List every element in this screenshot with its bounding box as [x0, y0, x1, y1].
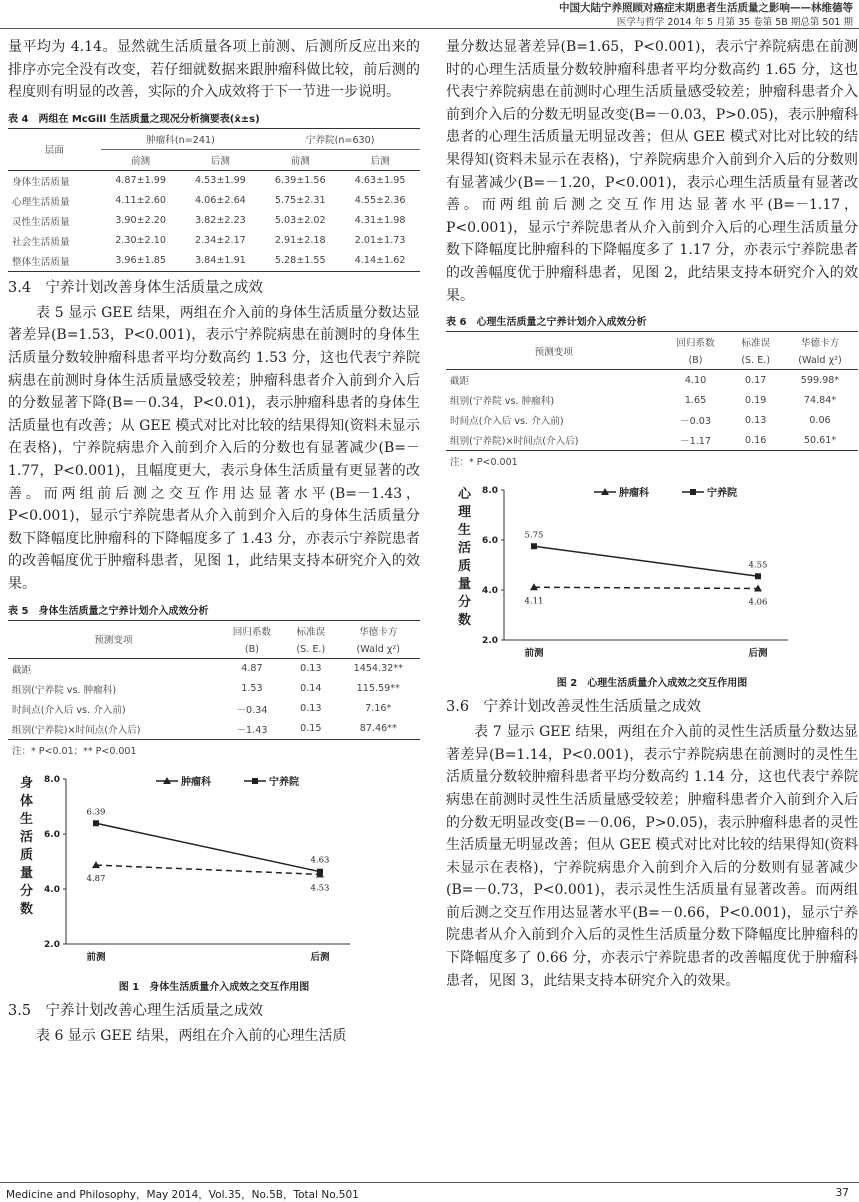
table-cell: 0.19 [745, 394, 767, 406]
table-cell: 4.55±2.36 [354, 195, 406, 207]
table-cell: 时间点(介入后 vs. 介入前) [450, 416, 564, 428]
table-row [8, 658, 420, 679]
table-row [446, 370, 858, 391]
table4-header-group1: 肿瘤科(n=241) [101, 128, 261, 149]
table-cell: 4.87 [241, 663, 263, 674]
y-axis-label-char: 数 [20, 901, 34, 917]
table-row [446, 390, 858, 410]
table-cell: 5.28±1.55 [274, 255, 326, 267]
table-cell: 4.14±1.62 [354, 255, 406, 267]
table6 [446, 331, 858, 451]
table-cell: 4.10 [684, 374, 707, 386]
table-cell: 4.87±1.99 [115, 175, 166, 187]
table-cell: 5.03±2.02 [274, 215, 326, 227]
table4-header-post: 后测 [210, 155, 230, 167]
y-tick-label: 6.0 [482, 536, 498, 547]
y-axis-label-char: 活 [20, 829, 34, 845]
table5-header-var: 预测变项 [8, 620, 219, 658]
table-row [8, 191, 420, 211]
table6-header-se-sub: (S. E.) [741, 355, 771, 367]
right-column [446, 36, 858, 992]
table4-header-pre: 前测 [130, 155, 151, 167]
section-3-5-heading: 3.5 宁养计划改善心理生活质量之成效 [8, 1002, 264, 1019]
table6-header-se: 标准误 [741, 338, 771, 350]
footer-rule [0, 1182, 859, 1183]
table5-header-se-sub: (S. E.) [296, 643, 326, 655]
figure-1-caption: 图 1 身体生活质量介入成效之交互作用图 [118, 981, 310, 993]
data-label: 4.63 [310, 855, 330, 866]
table-cell: －1.43 [236, 724, 268, 736]
intro-paragraph: 量平均为 4.14。显然就生活质量各项上前测、后测所反应出来的排序亦完全没有改变，若仔细就数据来跟肿瘤科做比较，前后测的程度则有明显的改善，实际的介入成效将于下一节进一步说明。 [8, 39, 420, 101]
section-3-5-paragraph-cont: 量分数达显著差异(B=1.65，P<0.001)，表示宁养院病患在前测时的心理生活质量分数较肿瘤科患者平均分数高约 1.65 分，这也代表宁养院病患在前测时心理生活质量感受较差；肿瘤科患者介入前到介入后的分数无明显改变(B=－0.03，P>0.05)，表示肿瘤科患者的心理生活质量无明显改善；但从 GEE 模式对比对比较的结果得知(资料未显示在表格)，宁养院病患介入前到介入后的分数则有显著减少(B=－1.20，P<0.001)，表示心理生活质量有显著改善。而两组前后测之交互作用达显著水平(B=－1.17，P<0.001)，显示宁养院患者从介入前到介入后的心理生活质量分数下降幅度比肿瘤科的下降幅度多了 1.17 分，亦表示宁养院患者的改善幅度优于肿瘤科患者，见图 2，此结果支持本研究介入的效果。 [446, 39, 858, 304]
table-row [446, 430, 858, 451]
issue-info: 医学与哲学 2014 年 5 月第 35 卷第 5B 期总第 501 期 [616, 17, 853, 28]
table-cell: 社会生活质量 [12, 236, 70, 248]
data-label: 4.55 [748, 560, 768, 571]
table-cell: 3.82±2.23 [195, 215, 246, 227]
y-tick-label: 2.0 [482, 636, 498, 647]
x-tick-label: 后测 [748, 648, 768, 660]
table-cell: 1.65 [684, 394, 707, 406]
data-point-square [93, 820, 99, 826]
table-cell: 6.39±1.56 [274, 175, 326, 187]
series-line [96, 865, 320, 874]
legend-label: 宁养院 [707, 488, 737, 500]
table-cell: －0.34 [236, 704, 268, 716]
table-cell: 4.31±1.98 [354, 215, 406, 227]
table-cell: 87.46** [359, 723, 397, 734]
running-header [0, 0, 859, 32]
table-cell: 0.17 [745, 374, 767, 386]
series-line [534, 546, 758, 576]
table-cell: 4.06±2.64 [195, 195, 246, 207]
section-3-4-heading: 3.4 宁养计划改善身体生活质量之成效 [8, 279, 264, 296]
y-axis-label-char: 生 [20, 811, 34, 827]
table6-note: 注：* P<0.001 [450, 457, 518, 469]
table5-header-wald-sub: (Wald χ²) [356, 643, 400, 655]
data-point-square [755, 573, 761, 579]
table-cell: 4.11±2.60 [115, 195, 166, 207]
table-cell: 5.75±2.31 [274, 195, 326, 207]
legend-label: 肿瘤科 [181, 776, 211, 788]
table4-header-layer: 层面 [8, 128, 101, 170]
y-tick-label: 8.0 [482, 486, 498, 497]
table-row [446, 410, 858, 430]
y-axis-label-char: 量 [458, 577, 472, 593]
legend-label: 肿瘤科 [619, 488, 649, 500]
footer-journal: Medicine and Philosophy，May 2014，Vol.35，No.5B，Total No.501 [6, 1189, 359, 1201]
table6-header-b: 回归系数 [676, 338, 715, 350]
section-3-6-paragraph: 表 7 显示 GEE 结果，两组在介入前的灵性生活质量分数达显著差异(B=1.14，P<0.001)，表示宁养院病患在前测时的灵性生活质量分数较肿瘤科患者平均分数高约 1.14 分，这也代表宁养院病患在前测时灵性生活质量感受较差；肿瘤科患者介入前到介入后的分数无明显改变(B=－0.06，P>0.05)，表示肿瘤科患者的灵性生活质量无明显改善；但从 GEE 模式对比对比较的结果得知(资料未显示在表格)，宁养院病患介入前到介入后的分数则有显著减少(B=－0.73，P<0.001)，表示灵性生活质量有显著改善。而两组前后测之交互作用达显著水平(B=－0.66，P<0.001)，显示宁养院患者从介入前到介入后的灵性生活质量分数下降幅度比肿瘤科的下降幅度多了 0.66 分，亦表示宁养院患者的改善幅度优于肿瘤科患者，见图 3，此结果支持本研究介入的效果。 [446, 724, 858, 989]
data-label: 6.39 [86, 806, 106, 817]
data-point-square [531, 543, 537, 549]
table-row [8, 699, 420, 719]
table-cell: 心理生活质量 [12, 196, 70, 208]
data-label: 5.75 [524, 530, 544, 541]
table-cell: 2.30±2.10 [115, 235, 166, 247]
table-cell: －1.17 [680, 436, 711, 448]
running-title: 中国大陆宁养照顾对癌症末期患者生活质量之影响——林维德等 [559, 2, 853, 14]
table5-header-b-sub: (B) [244, 643, 259, 655]
x-tick-label: 后测 [310, 951, 330, 963]
y-tick-label: 4.0 [44, 884, 60, 895]
table-row [8, 719, 420, 740]
y-axis-label-char: 生 [458, 523, 472, 539]
section-3-4-paragraph: 表 5 显示 GEE 结果，两组在介入前的身体生活质量分数达显著差异(B=1.53，P<0.001)，表示宁养院病患在前测时的身体生活质量分数较肿瘤科患者平均分数高约 1.53 分，这也代表宁养院病患在前测时身体生活质量感受较差；肿瘤科患者介入前到介入后的分数显著下降(B=－0.34，P<0.01)，表示肿瘤科患者的身体生活质量也有改善；从 GEE 模式对比对比较的结果得知(资料未显示在表格)，宁养院病患介入前到介入后的分数也有显著减少(B=－1.77，P<0.001)，且幅度更大，表示身体生活质量有更显著的改善。而两组前后测之交互作用达显著水平(B=－1.43，P<0.001)，显示宁养院患者从介入前到介入后的身体生活质量分数下降幅度比肿瘤科的下降幅度多了 1.43 分，亦表示宁养院患者的改善幅度优于肿瘤科患者，见图 1，此结果支持本研究介入的效果。 [8, 304, 420, 592]
data-label: 4.11 [524, 596, 544, 607]
y-axis-label-char: 身 [20, 775, 34, 791]
y-tick-label: 2.0 [44, 939, 60, 950]
data-label: 4.06 [748, 597, 768, 608]
table-row [8, 679, 420, 699]
table5-caption: 表 5 身体生活质量之宁养计划介入成效分析 [8, 605, 209, 617]
table-cell: 7.16* [365, 703, 392, 714]
table-row [8, 170, 420, 191]
table-cell: 整体生活质量 [12, 256, 70, 268]
y-axis-label-char: 分 [20, 883, 34, 899]
table-cell: 74.84* [803, 394, 837, 406]
table6-header-wald: 华德卡方 [800, 338, 840, 350]
table-cell: 时间点(介入后 vs. 介入前) [12, 704, 126, 716]
table-cell: 3.90±2.20 [115, 215, 166, 227]
x-tick-label: 前测 [524, 648, 544, 660]
table-cell: 身体生活质量 [12, 176, 70, 188]
table-cell: 组别(宁养院)×时间点(介入后) [450, 436, 579, 448]
y-axis-label-char: 心 [458, 487, 472, 503]
table-cell: 截距 [12, 664, 32, 676]
section-3-6-heading: 3.6 宁养计划改善灵性生活质量之成效 [446, 699, 702, 716]
y-axis-label-char: 量 [20, 865, 34, 881]
figure-1-chart [8, 759, 420, 974]
y-axis-label-char: 活 [458, 541, 472, 557]
table-cell: 1454.32** [353, 663, 403, 674]
table-cell: 3.96±1.85 [115, 255, 166, 267]
table6-caption: 表 6 心理生活质量之宁养计划介入成效分析 [446, 317, 647, 329]
table-cell: 2.01±1.73 [354, 235, 406, 247]
table-cell: 组别(宁养院)×时间点(介入后) [12, 724, 141, 736]
legend-marker-square [252, 778, 258, 784]
series-line [534, 587, 758, 588]
table-cell: 灵性生活质量 [12, 216, 70, 228]
page-number: 37 [835, 1187, 849, 1199]
table-cell: 0.14 [300, 683, 322, 694]
table-cell: 3.84±1.91 [195, 255, 246, 267]
series-line [96, 823, 320, 871]
table-row [8, 231, 420, 251]
table-cell: 组别(宁养院 vs. 肿瘤科) [12, 684, 117, 696]
table6-header-b-sub: (B) [688, 355, 703, 367]
data-label: 4.87 [86, 873, 106, 884]
table-cell: 0.06 [809, 414, 831, 426]
table-cell: 0.15 [300, 723, 322, 734]
header-rule [0, 28, 859, 29]
table5-note: 注：* P<0.01；** P<0.001 [12, 745, 137, 757]
table-row [8, 211, 420, 231]
table-cell: 0.13 [745, 414, 767, 426]
table-cell: 4.53±1.99 [195, 175, 246, 187]
figure-2-caption: 图 2 心理生活质量介入成效之交互作用图 [556, 678, 748, 690]
data-point-square [317, 868, 323, 874]
table-cell: 0.16 [745, 434, 767, 446]
legend-marker-square [690, 489, 696, 495]
y-axis-label-char: 理 [458, 505, 472, 521]
left-column [8, 36, 420, 1047]
table4-header-post: 后测 [370, 155, 390, 167]
table4-caption: 表 4 两组在 McGill 生活质量之现况分析摘要表(x̄±s) [8, 113, 260, 125]
y-axis-label-char: 质 [458, 559, 472, 575]
y-tick-label: 4.0 [482, 586, 498, 597]
y-tick-label: 8.0 [44, 774, 60, 785]
x-tick-label: 前测 [86, 951, 106, 963]
table5-header-se: 标准误 [296, 626, 326, 638]
y-axis-label-char: 质 [20, 847, 34, 863]
table-cell: 组别(宁养院 vs. 肿瘤科) [450, 396, 555, 408]
data-label: 4.53 [310, 882, 330, 893]
table-cell: 0.13 [300, 663, 322, 674]
table-cell: 0.13 [300, 703, 322, 714]
table6-header-wald-sub: (Wald χ²) [798, 355, 842, 367]
y-axis-label-char: 数 [458, 613, 472, 629]
table-cell: 599.98* [800, 374, 840, 386]
table5 [8, 620, 420, 740]
section-3-5-paragraph: 表 6 显示 GEE 结果，两组在介入前的心理生活质 [36, 1027, 347, 1044]
table6-header-var: 预测变项 [446, 332, 662, 370]
table4-header-pre: 前测 [290, 155, 310, 167]
table4 [8, 128, 420, 272]
figure-2-chart [446, 470, 858, 670]
table-cell: －0.03 [680, 416, 711, 428]
table5-header-wald: 华德卡方 [359, 626, 398, 638]
table5-header-b: 回归系数 [232, 626, 272, 638]
table-cell: 115.59** [356, 683, 400, 694]
table-cell: 1.53 [241, 683, 263, 694]
legend-label: 宁养院 [269, 776, 299, 788]
table-cell: 截距 [450, 376, 470, 388]
table-cell: 50.61* [803, 434, 837, 446]
y-axis-label-char: 体 [20, 793, 34, 809]
table-row [8, 251, 420, 272]
y-axis-label-char: 分 [458, 595, 472, 611]
table-cell: 2.91±2.18 [274, 235, 326, 247]
y-tick-label: 6.0 [44, 829, 60, 840]
table-cell: 4.63±1.95 [354, 175, 406, 187]
table-cell: 2.34±2.17 [195, 235, 246, 247]
table4-header-group2: 宁养院(n=630) [260, 128, 420, 149]
